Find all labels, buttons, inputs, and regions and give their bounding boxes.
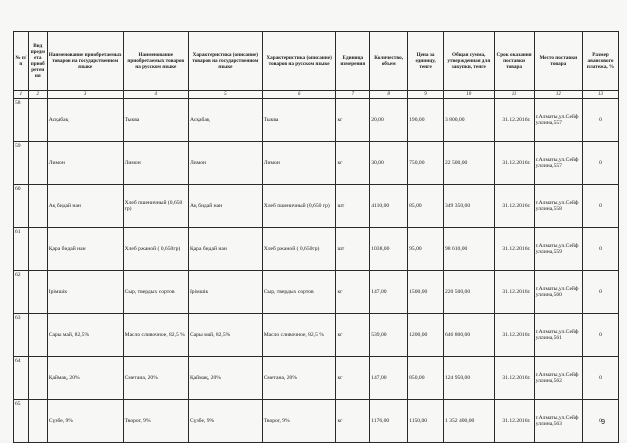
cell-total: 220 500,00 — [443, 271, 494, 314]
cell-name-kz: Қаймақ, 20% — [47, 357, 123, 400]
cell-kind — [28, 185, 47, 228]
cell-name-kz: Ірімшік — [47, 271, 123, 314]
cell-price: 1150,00 — [408, 400, 444, 443]
cell-desc-kz: Қаймақ, 20% — [188, 357, 262, 400]
cell-quantity: 539,00 — [370, 314, 408, 357]
cell-desc-kz: Ірімшік — [188, 271, 262, 314]
cell-name-ru: Хлеб пшеничный (0,650 гр) — [123, 185, 188, 228]
cell-name-kz: Сары май, 82,5% — [47, 314, 123, 357]
cell-advance: 0 — [583, 228, 619, 271]
table-row — [14, 142, 619, 185]
cell-desc-kz: Лимон — [188, 142, 262, 185]
cell-unit: кг — [336, 314, 370, 357]
column-number: 13 — [583, 91, 619, 99]
cell-name-kz: Асқабақ — [47, 99, 123, 142]
cell-unit: кг — [336, 400, 370, 443]
cell-name-kz: Ақ бидай нан — [47, 185, 123, 228]
cell-name-ru: Творог, 9% — [123, 400, 188, 443]
cell-kind — [28, 357, 47, 400]
cell-name-ru: Тыква — [123, 99, 188, 142]
cell-term: 31.12.2016г. — [494, 185, 534, 228]
column-number: 4 — [123, 91, 188, 99]
cell-row-number: 65 — [14, 400, 29, 443]
header-cell-desc-kz: Характеристика (описание) товаров на государственном языке — [188, 32, 262, 91]
cell-place: г.Алматы,ул.Сейфуллина,557 — [534, 99, 582, 142]
column-number: 8 — [370, 91, 408, 99]
column-number: 9 — [408, 91, 444, 99]
column-number: 6 — [262, 91, 336, 99]
table-row — [14, 400, 619, 443]
column-number: 10 — [443, 91, 494, 99]
cell-total: 124 950,00 — [443, 357, 494, 400]
cell-advance: 0 — [583, 357, 619, 400]
cell-desc-kz: Сары май, 82,5% — [188, 314, 262, 357]
cell-name-ru: Масло сливочное, 82,5 % — [123, 314, 188, 357]
cell-place: г.Алматы,ул.Сейфуллина,561 — [534, 314, 582, 357]
column-number: 2 — [28, 91, 47, 99]
cell-row-number: 61 — [14, 228, 29, 271]
table-row — [14, 271, 619, 314]
cell-desc-ru: Масло сливочное, 82,5 % — [262, 314, 336, 357]
cell-quantity: 1176,00 — [370, 400, 408, 443]
cell-desc-ru: Тыква — [262, 99, 336, 142]
cell-total: 22 500,00 — [443, 142, 494, 185]
cell-desc-ru: Лимон — [262, 142, 336, 185]
cell-place: г.Алматы,ул.Сейфуллина,563 — [534, 400, 582, 443]
cell-advance: 0 — [583, 400, 619, 443]
cell-name-kz: Лимон — [47, 142, 123, 185]
cell-name-ru: Сыр, твердых сортов — [123, 271, 188, 314]
cell-total: 98 610,00 — [443, 228, 494, 271]
cell-place: г.Алматы,ул.Сейфуллина,560 — [534, 271, 582, 314]
cell-name-ru: Сметана, 20% — [123, 357, 188, 400]
cell-place: г.Алматы,ул.Сейфуллина,558 — [534, 185, 582, 228]
header-cell-advance: Размер авансового платежа, % — [583, 32, 619, 91]
cell-row-number: 64 — [14, 357, 29, 400]
cell-price: 750,00 — [408, 142, 444, 185]
cell-desc-ru: Хлеб пшеничный (0,650 гр) — [262, 185, 336, 228]
cell-term: 31.12.2016г. — [494, 99, 534, 142]
cell-price: 1500,00 — [408, 271, 444, 314]
cell-kind — [28, 271, 47, 314]
cell-total: 646 800,00 — [443, 314, 494, 357]
cell-desc-ru: Хлеб ржаной ( 0,650гр) — [262, 228, 336, 271]
procurement-table — [13, 31, 619, 443]
cell-place: г.Алматы,ул.Сейфуллина,557 — [534, 142, 582, 185]
table-row — [14, 314, 619, 357]
cell-quantity: 147,00 — [370, 357, 408, 400]
cell-price: 85,00 — [408, 185, 444, 228]
cell-place: г.Алматы,ул.Сейфуллина,562 — [534, 357, 582, 400]
cell-advance: 0 — [583, 185, 619, 228]
cell-row-number: 58 — [14, 99, 29, 142]
header-cell-term: Срок оказания поставки товара — [494, 32, 534, 91]
cell-price: 850,00 — [408, 357, 444, 400]
cell-total: 3 800,00 — [443, 99, 494, 142]
cell-desc-kz: Ақ бидай нан — [188, 185, 262, 228]
cell-term: 31.12.2016г. — [494, 357, 534, 400]
header-cell-kind: Вид предмета приобретения — [28, 32, 47, 91]
header-cell-name-ru: Наименование приобретаемых товаров на русском языке — [123, 32, 188, 91]
header-cell-no: № п/п — [14, 32, 29, 91]
cell-advance: 0 — [583, 314, 619, 357]
cell-row-number: 60 — [14, 185, 29, 228]
cell-term: 31.12.2016г. — [494, 142, 534, 185]
cell-advance: 0 — [583, 99, 619, 142]
cell-name-ru: Лимон — [123, 142, 188, 185]
column-number-row — [14, 91, 619, 99]
cell-unit: шт — [336, 228, 370, 271]
column-number: 12 — [534, 91, 582, 99]
cell-name-kz: Сүзбе, 9% — [47, 400, 123, 443]
header-cell-total: Общая сумма, утвержденная для закупки, тенге — [443, 32, 494, 91]
cell-kind — [28, 314, 47, 357]
cell-kind — [28, 142, 47, 185]
cell-quantity: 4110,00 — [370, 185, 408, 228]
cell-row-number: 62 — [14, 271, 29, 314]
cell-desc-kz: Қара бидай нан — [188, 228, 262, 271]
table-row — [14, 228, 619, 271]
column-number: 7 — [336, 91, 370, 99]
column-number: 1 — [14, 91, 29, 99]
table-row — [14, 185, 619, 228]
cell-quantity: 147,00 — [370, 271, 408, 314]
cell-advance: 0 — [583, 271, 619, 314]
cell-term: 31.12.2016г. — [494, 314, 534, 357]
cell-name-ru: Хлеб ржаной ( 0,650гр) — [123, 228, 188, 271]
cell-quantity: 1038,00 — [370, 228, 408, 271]
column-number: 11 — [494, 91, 534, 99]
cell-unit: кг — [336, 142, 370, 185]
column-number: 5 — [188, 91, 262, 99]
cell-unit: кг — [336, 99, 370, 142]
table-row — [14, 357, 619, 400]
page-number: 9 — [601, 419, 605, 426]
cell-unit: шт — [336, 185, 370, 228]
cell-quantity: 20,00 — [370, 99, 408, 142]
cell-name-kz: Қара бидай нан — [47, 228, 123, 271]
cell-kind — [28, 400, 47, 443]
cell-desc-ru: Творог, 9% — [262, 400, 336, 443]
header-cell-qty: Количество, объем — [370, 32, 408, 91]
header-cell-name-kz: Наименование приобретаемых товаров на государственном языке — [47, 32, 123, 91]
cell-place: г.Алматы,ул.Сейфуллина,559 — [534, 228, 582, 271]
cell-unit: кг — [336, 357, 370, 400]
header-cell-price: Цена за единицу, тенге — [408, 32, 444, 91]
cell-kind — [28, 228, 47, 271]
cell-price: 190,00 — [408, 99, 444, 142]
table-row — [14, 99, 619, 142]
header-cell-place: Место поставки товара — [534, 32, 582, 91]
cell-kind — [28, 99, 47, 142]
cell-advance: 0 — [583, 142, 619, 185]
cell-desc-ru: Сметана, 20% — [262, 357, 336, 400]
header-cell-desc-ru: Характеристика (описание) товаров на русском языке — [262, 32, 336, 91]
cell-total: 349 350,00 — [443, 185, 494, 228]
cell-unit: кг — [336, 271, 370, 314]
cell-desc-kz: Асқабақ — [188, 99, 262, 142]
cell-price: 95,00 — [408, 228, 444, 271]
cell-term: 31.12.2016г. — [494, 228, 534, 271]
cell-desc-ru: Сыр, твердых сортов — [262, 271, 336, 314]
header-row — [14, 32, 619, 91]
cell-total: 1 352 400,00 — [443, 400, 494, 443]
cell-price: 1200,00 — [408, 314, 444, 357]
cell-row-number: 63 — [14, 314, 29, 357]
cell-quantity: 30,00 — [370, 142, 408, 185]
cell-desc-kz: Сүзбе, 9% — [188, 400, 262, 443]
cell-term: 31.12.2016г. — [494, 271, 534, 314]
cell-term: 31.12.2016г. — [494, 400, 534, 443]
header-cell-unit: Единица измерения — [336, 32, 370, 91]
column-number: 3 — [47, 91, 123, 99]
cell-row-number: 59 — [14, 142, 29, 185]
